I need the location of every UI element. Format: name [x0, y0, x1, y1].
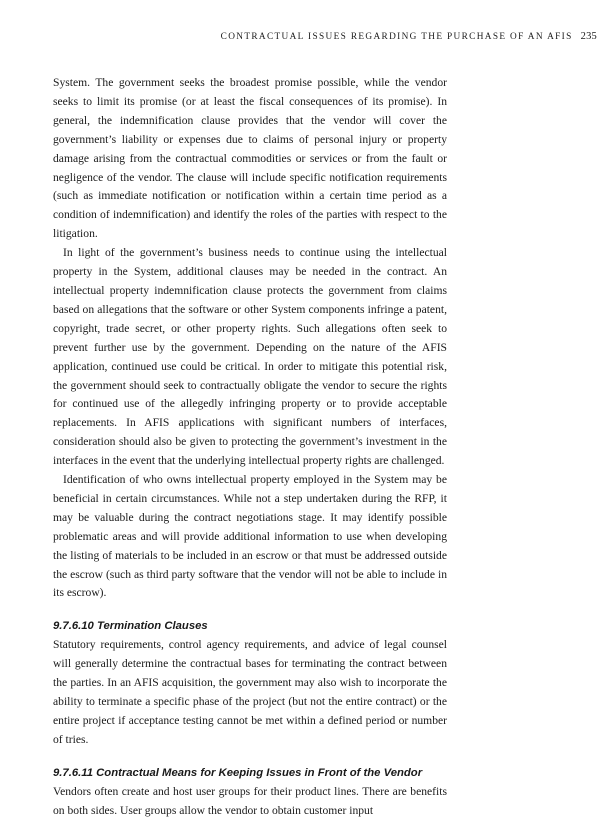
- body-paragraph: Identification of who owns intellectual property employed in the System may be beneficial in certain circumstances. While not a step undertaken during the RFP, it may be valuable during the contract negotiations stage. It may identify possible problematic areas and will provide additional information to use when developing the listing of materials to be included in an escrow or that must be addressed outside the escrow (such as third party software that the vendor will not be able to include in its escrow).: [53, 473, 447, 600]
- section-paragraph-contractual-means: Vendors often create and host user groups for their product lines. There are benefits on both sides. User groups allow the vendor to obtain customer input: [53, 784, 447, 817]
- section-heading-termination-clauses: 9.7.6.10 Termination Clauses: [53, 620, 208, 633]
- body-paragraph: System. The government seeks the broadest promise possible, while the vendor seeks to limit its promise (or at least the fiscal consequences of its promise). In general, the indemnification clause provides that the vendor will cover the government’s liability or expenses due to claims of personal injury or property damage arising from the contractual commodities or services or from the fault or negligence of the vendor. The clause will include specific notification requirements (such as immediate notification or notification within a certain time period as a condition of indemnification) and identify the roles of the parties with respect to the litigation.: [53, 76, 447, 241]
- section-paragraph-termination-clauses: Statutory requirements, control agency requirements, and advice of legal counsel will generally determine the contractual bases for terminating the contract between the parties. In an AFIS acquisition, the government may also wish to incorporate the ability to terminate a specific phase of the project (but not the entire contract) or the entire project if acceptance testing cannot be met within a defined period or number of tries.: [53, 638, 447, 746]
- body-text: [53, 74, 447, 820]
- running-head-title: CONTRACTUAL ISSUES REGARDING THE PURCHASE OF AN AFIS: [220, 32, 573, 42]
- page-number: 235: [580, 31, 597, 42]
- section-heading-contractual-means: 9.7.6.11 Contractual Means for Keeping Issues in Front of the Vendor: [53, 766, 423, 779]
- running-head: [70, 31, 597, 45]
- body-paragraph: In light of the government’s business needs to continue using the intellectual property in the System, additional clauses may be needed in the contract. An intellectual property indemnification clause protects the government from claims based on allegations that the software or other System components infringe a patent, copyright, trade secret, or other property rights. Such allegations often seek to prevent further use by the government. Depending on the nature of the AFIS application, continued use could be critical. In order to mitigate this potential risk, the government should seek to contractually obligate the vendor to secure the rights for continued use of the allegedly infringing property or to provide acceptable replacements. In AFIS applications with significant numbers of interfaces, consideration should also be given to protecting the government’s investment in the interfaces in the event that the underlying intellectual property rights are challenged.: [53, 246, 447, 468]
